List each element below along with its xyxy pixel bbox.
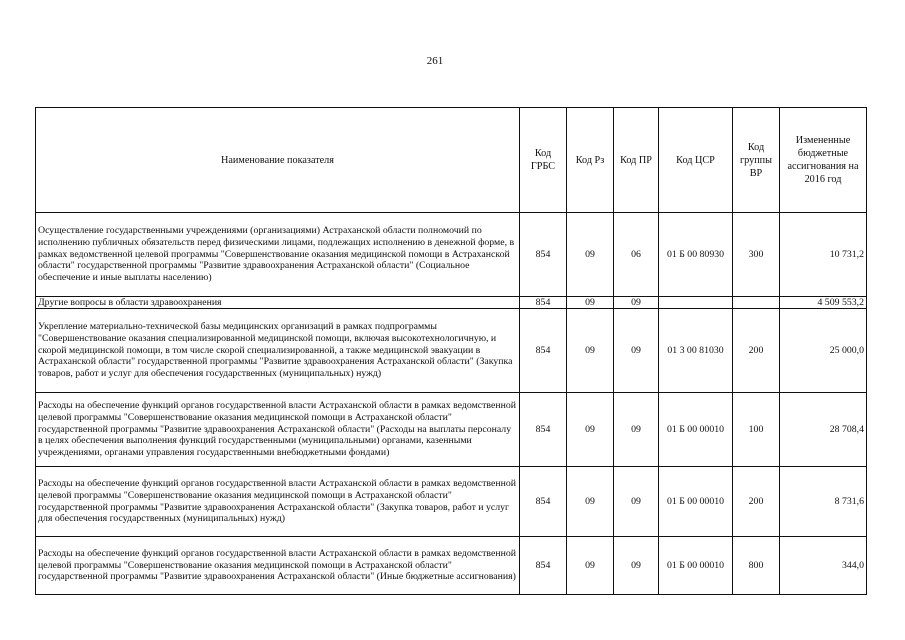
- row-pr: 09: [614, 467, 659, 537]
- row-grbs: 854: [520, 537, 567, 595]
- row-pr: 06: [614, 213, 659, 297]
- header-pr: Код ПР: [614, 108, 659, 213]
- row-grbs: 854: [520, 467, 567, 537]
- row-rz: 09: [567, 393, 614, 467]
- row-csr: [659, 297, 733, 309]
- header-amount: Измененные бюджетные ассигнования на 2016 год: [780, 108, 867, 213]
- row-grbs: 854: [520, 309, 567, 393]
- row-rz: 09: [567, 213, 614, 297]
- row-name: Другие вопросы в области здравоохранения: [36, 297, 520, 309]
- row-csr: 01 Б 00 80930: [659, 213, 733, 297]
- table-row: [36, 467, 867, 537]
- row-amount: 4 509 553,2: [780, 297, 867, 309]
- row-pr: 09: [614, 297, 659, 309]
- table-row: [36, 213, 867, 297]
- row-amount: 344,0: [780, 537, 867, 595]
- header-csr: Код ЦСР: [659, 108, 733, 213]
- row-pr: 09: [614, 309, 659, 393]
- row-csr: 01 Б 00 00010: [659, 537, 733, 595]
- table-row: [36, 309, 867, 393]
- row-grbs: 854: [520, 213, 567, 297]
- row-vr: 300: [733, 213, 780, 297]
- row-amount: 8 731,6: [780, 467, 867, 537]
- row-csr: 01 Б 00 00010: [659, 393, 733, 467]
- row-name: Расходы на обеспечение функций органов государственной власти Астраханской области в рамках ведомственной целевой программы "Совершенствование оказания медицинской помощи в Астраханской области" государственной программы "Развитие здравоохранения Астраханской области" (Расходы на выплаты персоналу в целях обеспечения выполнения функций государственными (муниципальными) органами, казенными учреждениями, органами управления государственными внебюджетными фондами): [36, 393, 520, 467]
- row-name: Осуществление государственными учреждениями (организациями) Астраханской области полномочий по исполнению публичных обязательств перед физическими лицами, подлежащих исполнению в денежной форме, в рамках ведомственной целевой программы "Совершенствование оказания медицинской помощи в Астраханской области" государственной программы "Развитие здравоохранения Астраханской области" (Социальное обеспечение и иные выплаты населению): [36, 213, 520, 297]
- header-rz: Код Рз: [567, 108, 614, 213]
- table-row: [36, 393, 867, 467]
- row-pr: 09: [614, 537, 659, 595]
- header-name: Наименование показателя: [36, 108, 520, 213]
- row-vr: 200: [733, 309, 780, 393]
- row-rz: 09: [567, 309, 614, 393]
- row-name: Укрепление материально-технической базы медицинских организаций в рамках подпрограммы "Совершенствование оказания специализированной медицинской помощи, включая высокотехнологичную, и скорой медицинской помощи, в том числе скорой специализированной, а также медицинской эвакуации в Астраханской области" государственной программы "Развитие здравоохранения Астраханской области" (Закупка товаров, работ и услуг для обеспечения государственных (муниципальных) нужд): [36, 309, 520, 393]
- row-grbs: 854: [520, 393, 567, 467]
- table-row: [36, 537, 867, 595]
- row-grbs: 854: [520, 297, 567, 309]
- header-vr: Код группы ВР: [733, 108, 780, 213]
- row-csr: 01 3 00 81030: [659, 309, 733, 393]
- row-vr: 200: [733, 467, 780, 537]
- row-amount: 25 000,0: [780, 309, 867, 393]
- row-rz: 09: [567, 297, 614, 309]
- budget-table: [35, 107, 867, 595]
- row-vr: 100: [733, 393, 780, 467]
- row-name: Расходы на обеспечение функций органов государственной власти Астраханской области в рамках ведомственной целевой программы "Совершенствование оказания медицинской помощи в Астраханской области" государственной программы "Развитие здравоохранения Астраханской области" (Закупка товаров, работ и услуг для обеспечения государственных (муниципальных) нужд): [36, 467, 520, 537]
- header-grbs: Код ГРБС: [520, 108, 567, 213]
- row-vr: 800: [733, 537, 780, 595]
- page-number: 261: [426, 55, 444, 67]
- row-csr: 01 Б 00 00010: [659, 467, 733, 537]
- row-rz: 09: [567, 467, 614, 537]
- row-rz: 09: [567, 537, 614, 595]
- row-amount: 28 708,4: [780, 393, 867, 467]
- row-name: Расходы на обеспечение функций органов государственной власти Астраханской области в рамках ведомственной целевой программы "Совершенствование оказания медицинской помощи в Астраханской области" государственной программы "Развитие здравоохранения Астраханской области" (Иные бюджетные ассигнования): [36, 537, 520, 595]
- row-pr: 09: [614, 393, 659, 467]
- table-row: [36, 297, 867, 309]
- row-vr: [733, 297, 780, 309]
- header-row: [36, 108, 867, 213]
- row-amount: 10 731,2: [780, 213, 867, 297]
